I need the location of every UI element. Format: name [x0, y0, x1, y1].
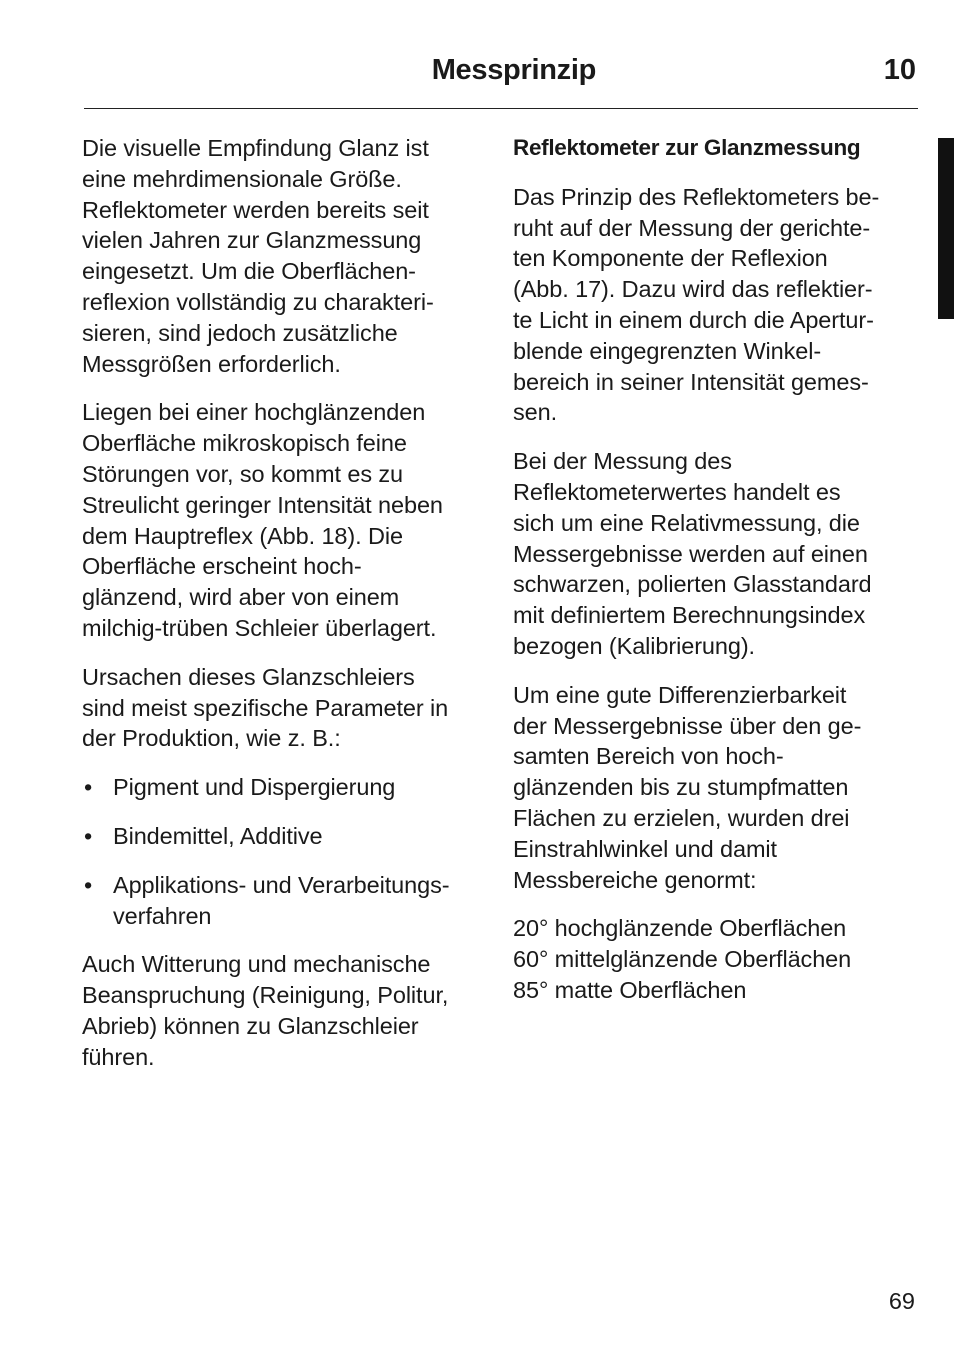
list-item-text: verfahren — [113, 902, 212, 929]
paragraph-glanz-intro — [82, 133, 494, 379]
chapter-title: Messprinzip — [431, 54, 596, 86]
paragraph-relativmessung — [513, 446, 921, 662]
text-line: dem Hauptreflex (Abb. 18). Die — [82, 522, 403, 549]
text-line: eingesetzt. Um die Oberflächen- — [82, 258, 416, 285]
text-line: Streulicht geringer Intensität neben — [82, 491, 443, 518]
paragraph-witterung — [82, 949, 494, 1072]
text-line: sich um eine Relativmessung, die — [513, 509, 860, 536]
text-line: Das Prinzip des Reflektometers be- — [513, 183, 880, 210]
header-rule — [84, 108, 918, 109]
bullet-icon: • — [84, 871, 93, 898]
right-column — [513, 133, 921, 1024]
text-line: Oberfläche mikroskopisch feine — [82, 430, 407, 457]
paragraph-glanzschleier — [82, 397, 494, 643]
paragraph-differenzierbarkeit — [513, 680, 921, 896]
text-line: sen. — [513, 399, 558, 426]
angle-item: 85° matte Oberflächen — [513, 976, 747, 1003]
text-line: samten Bereich von hoch- — [513, 743, 784, 770]
text-line: sind meist spezifische Parameter in — [82, 694, 449, 721]
text-line: milchig-trüben Schleier überlagert. — [82, 614, 437, 641]
text-line: Oberfläche erscheint hoch- — [82, 553, 362, 580]
text-line: führen. — [82, 1043, 155, 1070]
text-line: glänzenden bis zu stumpfmatten — [513, 774, 849, 801]
text-line: der Messergebnisse über den ge- — [513, 712, 862, 739]
angle-item: 60° mittelglänzende Oberflächen — [513, 946, 852, 973]
text-line: ruht auf der Messung der gerichte- — [513, 214, 871, 241]
text-line: glänzend, wird aber von einem — [82, 584, 400, 611]
text-line: Messgrößen erforderlich. — [82, 350, 341, 377]
text-line: der Produktion, wie z. B.: — [82, 725, 341, 752]
text-line: sieren, sind jedoch zusätzliche — [82, 319, 398, 346]
list-item — [82, 821, 494, 852]
text-line: Ursachen dieses Glanzschleiers — [82, 663, 415, 690]
text-line: Reflektometer werden bereits seit — [82, 196, 429, 223]
text-line: schwarzen, polierten Glasstandard — [513, 571, 872, 598]
paragraph-prinzip — [513, 182, 921, 428]
page-number: 69 — [888, 1288, 915, 1314]
bullet-icon: • — [84, 822, 93, 849]
page-header — [84, 50, 918, 94]
paragraph-ursachen — [82, 662, 494, 754]
text-line: Abrieb) können zu Glanzschleier — [82, 1012, 419, 1039]
text-line: Störungen vor, so kommt es zu — [82, 460, 404, 487]
text-line: ten Komponente der Reflexion — [513, 245, 828, 272]
left-column — [82, 133, 494, 1091]
list-item-text: Pigment und Dispergierung — [113, 774, 396, 801]
chapter-tab-marker — [938, 138, 954, 319]
bullet-icon: • — [84, 774, 93, 801]
text-line: Auch Witterung und mechanische — [82, 951, 431, 978]
text-line: Messergebnisse werden auf einen — [513, 540, 868, 567]
parameter-list — [82, 772, 494, 931]
text-line: Messbereiche genormt: — [513, 866, 757, 893]
list-item — [82, 870, 494, 932]
text-line: reflexion vollständig zu charakteri- — [82, 288, 434, 315]
text-line: Einstrahlwinkel und damit — [513, 835, 777, 862]
text-line: Liegen bei einer hochglänzenden — [82, 399, 426, 426]
list-item-text: Bindemittel, Additive — [113, 822, 323, 849]
list-item-text: Applikations- und Verarbeitungs- — [113, 871, 450, 898]
list-item — [82, 772, 494, 803]
text-line: te Licht in einem durch die Apertur- — [513, 306, 874, 333]
text-line: bereich in seiner Intensität gemes- — [513, 368, 869, 395]
text-line: Flächen zu erzielen, wurden drei — [513, 804, 850, 831]
chapter-number: 10 — [883, 54, 916, 86]
text-line: eine mehrdimensionale Größe. — [82, 165, 402, 192]
text-line: mit definiertem Berechnungsindex — [513, 602, 866, 629]
angle-item: 20° hochglänzende Oberflächen — [513, 915, 847, 942]
angle-list — [513, 913, 921, 1005]
text-line: Beanspruchung (Reinigung, Politur, — [82, 982, 449, 1009]
text-line: Bei der Messung des — [513, 448, 732, 475]
text-line: (Abb. 17). Dazu wird das reflektier- — [513, 276, 873, 303]
text-line: blende eingegrenzten Winkel- — [513, 337, 822, 364]
text-line: Die visuelle Empfindung Glanz ist — [82, 135, 429, 161]
text-line: Reflektometerwertes handelt es — [513, 478, 841, 505]
text-line: bezogen (Kalibrierung). — [513, 632, 755, 659]
text-line: Um eine gute Differenzierbarkeit — [513, 681, 847, 708]
text-line: vielen Jahren zur Glanzmessung — [82, 227, 422, 254]
section-heading: Reflektometer zur Glanzmessung — [513, 135, 861, 160]
